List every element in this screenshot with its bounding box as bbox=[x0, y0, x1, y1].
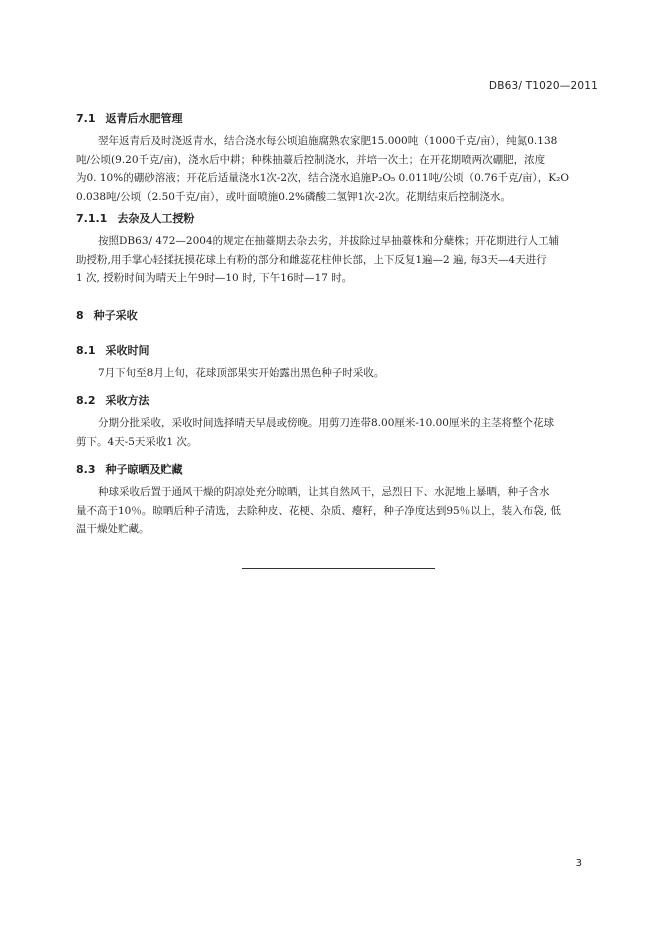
document-code: DB63/ T1020—2011 bbox=[488, 80, 598, 92]
section-title: 种子采收 bbox=[93, 309, 138, 322]
section-heading-7-1-1 bbox=[76, 210, 194, 226]
section-title: 种子晾晒及贮藏 bbox=[105, 463, 183, 476]
text-line: 0.038吨/公顷（2.50千克/亩），或叶面喷施0.2%磷酸二氢钾1次-2次。花期结束后控制浇水。 bbox=[76, 190, 511, 203]
text-line: 为0. 10%的硼砂溶液；开花后适量浇水1次-2次，结合浇水追施P₂O₅ 0.011吨/公顷（0.76千克/亩），K₂O bbox=[76, 172, 569, 184]
paragraph-8-1 bbox=[76, 364, 596, 383]
text-line: 7月下旬至8月上旬，花球顶部果实开始露出黑色种子时采收。 bbox=[98, 367, 385, 379]
text-line: 量不高于10％。晾晒后种子清选，去除种皮、花梗、杂质、瘪籽，种子净度达到95％以上，装入布袋, 低 bbox=[76, 504, 561, 517]
section-number: 7.1.1 bbox=[76, 212, 108, 225]
section-heading-8-2 bbox=[76, 392, 150, 408]
end-divider bbox=[242, 568, 435, 569]
paragraph-7-1 bbox=[76, 132, 596, 206]
section-title: 采收方法 bbox=[105, 394, 150, 407]
section-heading-8-1 bbox=[76, 342, 150, 358]
section-number: 8.1 bbox=[76, 344, 96, 357]
section-number: 8 bbox=[76, 309, 84, 322]
section-title: 采收时间 bbox=[105, 344, 150, 357]
text-line: 1 次, 授粉时间为晴天上午9时—10 时, 下午16时—17 时。 bbox=[76, 272, 353, 284]
section-heading-7-1 bbox=[76, 110, 183, 126]
text-line: 种球采收后置于通风干燥的阴凉处充分晾晒，让其自然风干，忌烈日下、水泥地上暴晒，种子含水 bbox=[98, 486, 550, 498]
text-line: 温干燥处贮藏。 bbox=[76, 523, 150, 535]
section-number: 8.3 bbox=[76, 463, 96, 476]
section-title: 返青后水肥管理 bbox=[105, 112, 183, 125]
section-number: 7.1 bbox=[76, 112, 96, 125]
text-line: 吨/公顷(9.20千克/亩)，浇水后中耕；种株抽薹后控制浇水，并培一次土；在开花期喷两次硼肥，浓度 bbox=[76, 153, 546, 166]
section-title: 去杂及人工授粉 bbox=[117, 212, 195, 225]
text-line: 分期分批采收，采收时间选择晴天早晨或傍晚。用剪刀连带8.00厘米-10.00厘米的主茎将整个花球 bbox=[98, 417, 554, 429]
paragraph-8-2 bbox=[76, 414, 596, 451]
section-number: 8.2 bbox=[76, 394, 96, 407]
text-line: 翌年返青后及时浇返青水，结合浇水每公顷追施腐熟农家肥15.000吨（1000千克/亩），纯氮0.138 bbox=[98, 135, 558, 147]
text-line: 按照DB63/ 472—2004的规定在抽薹期去杂去劣，并拔除过早抽薹株和分蘖株；开花期进行人工辅 bbox=[98, 235, 560, 247]
page-number: 3 bbox=[575, 858, 582, 869]
paragraph-8-3 bbox=[76, 483, 596, 539]
paragraph-7-1-1 bbox=[76, 232, 596, 288]
text-line: 助授粉,用手掌心轻揉抚摸花球上有粉的部分和雌蕊花柱伸长部，上下反复1遍—2 遍, 每3天—4天进行 bbox=[76, 253, 547, 266]
section-heading-8 bbox=[76, 307, 138, 323]
text-line: 剪下。4天-5天采收1 次。 bbox=[76, 435, 198, 448]
section-heading-8-3 bbox=[76, 461, 183, 477]
